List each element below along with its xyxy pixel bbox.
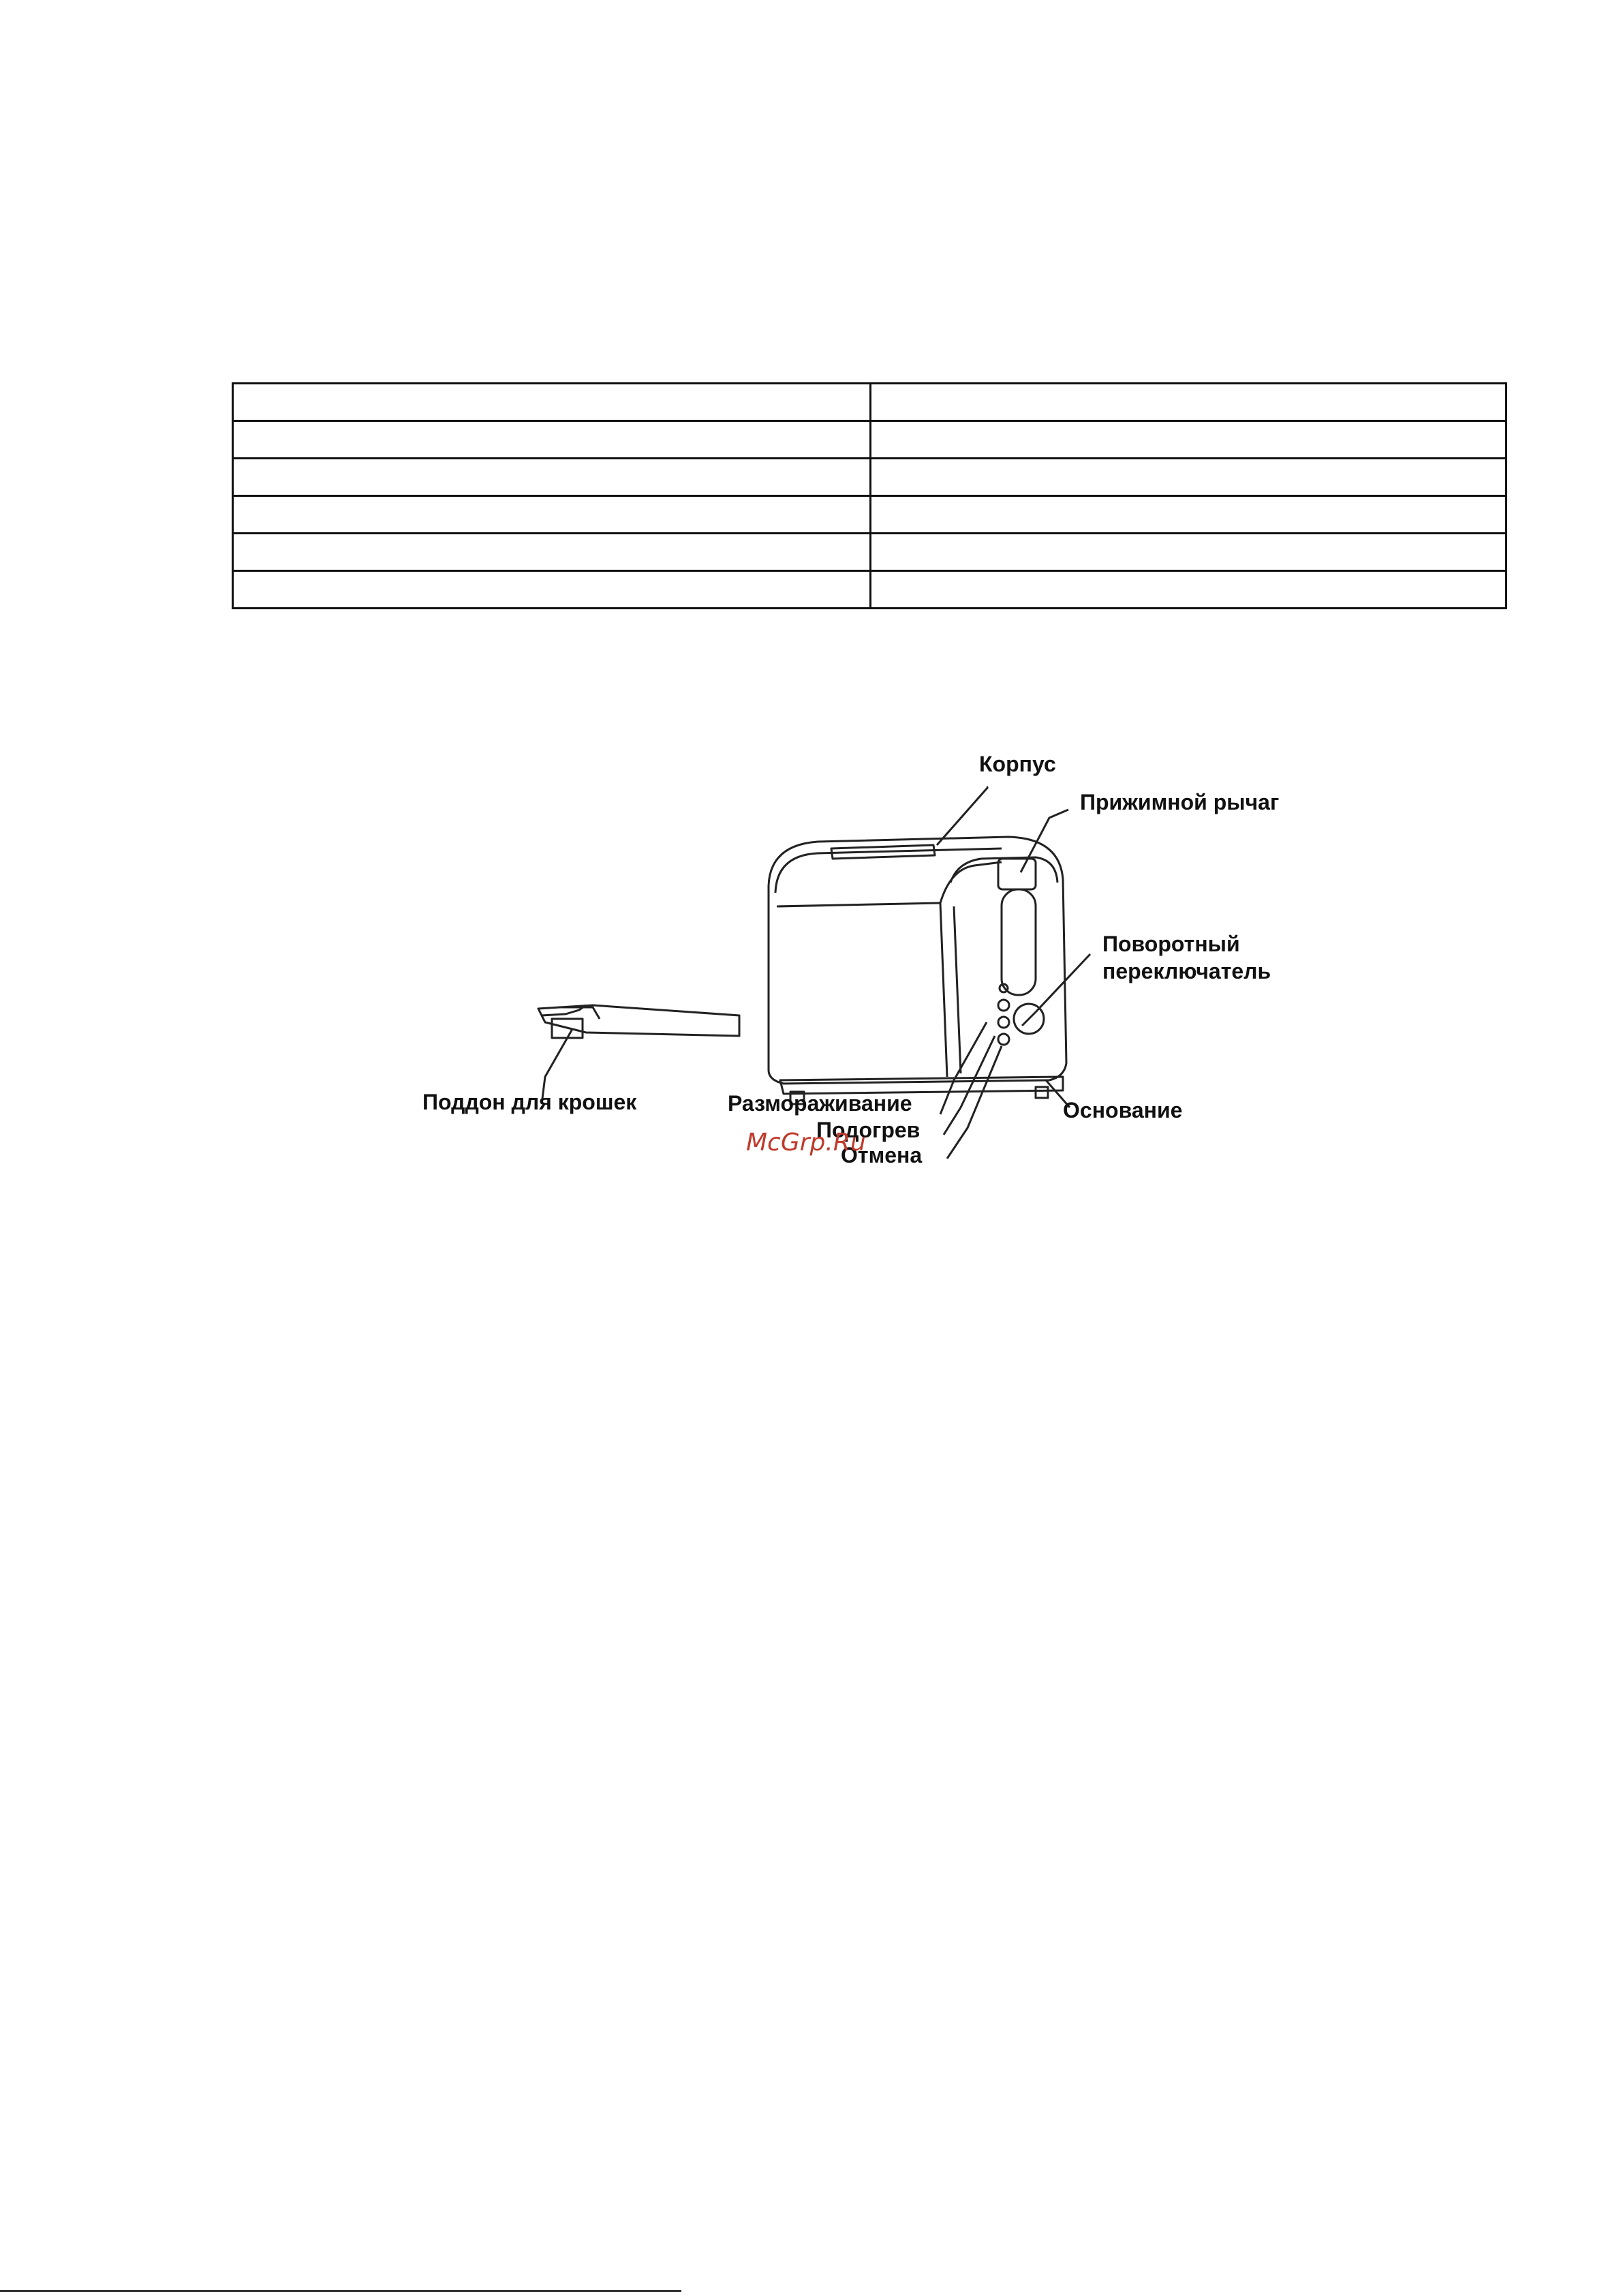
- label-lever: Прижимной рычаг: [1080, 790, 1280, 814]
- table-cell: [233, 534, 871, 571]
- table-cell: [871, 534, 1506, 571]
- toaster-illustration: [0, 736, 1623, 1199]
- table-cell: [233, 421, 871, 459]
- label-defrost: Размораживание: [728, 1091, 912, 1116]
- table-cell: [233, 571, 871, 609]
- footer-rule: [0, 2290, 681, 2292]
- lever-slot: [1002, 889, 1036, 995]
- table-cell: [233, 384, 871, 421]
- table-cell: [871, 571, 1506, 609]
- table-row: [233, 571, 1506, 609]
- table-cell: [871, 421, 1506, 459]
- label-reheat: Подогрев: [816, 1118, 921, 1142]
- lever-handle: [998, 859, 1036, 889]
- label-cancel: Отмена: [841, 1143, 923, 1167]
- table-row: [233, 421, 1506, 459]
- table-cell: [871, 459, 1506, 496]
- defrost-button-icon: [998, 1000, 1009, 1011]
- table-cell: [233, 496, 871, 534]
- toaster-body-outline: [769, 837, 1066, 1084]
- label-base: Основание: [1063, 1098, 1183, 1122]
- table-row: [233, 534, 1506, 571]
- table-cell: [233, 459, 871, 496]
- label-knob-line2: переключатель: [1102, 959, 1271, 983]
- toaster-diagram: [0, 736, 1623, 1199]
- crumb-tray: [538, 1005, 739, 1036]
- label-knob-line1: Поворотный: [1102, 932, 1240, 956]
- reheat-button-icon: [998, 1017, 1009, 1028]
- label-crumb-tray: Поддон для крошек: [422, 1090, 637, 1114]
- table-row: [233, 496, 1506, 534]
- table-cell: [871, 496, 1506, 534]
- label-body: Корпус: [979, 752, 1056, 776]
- table-cell: [871, 384, 1506, 421]
- specification-table: [232, 382, 1507, 609]
- table-row: [233, 459, 1506, 496]
- cancel-button-icon: [998, 1034, 1009, 1045]
- watermark: McGrp.Ru: [746, 1129, 866, 1157]
- table-row: [233, 384, 1506, 421]
